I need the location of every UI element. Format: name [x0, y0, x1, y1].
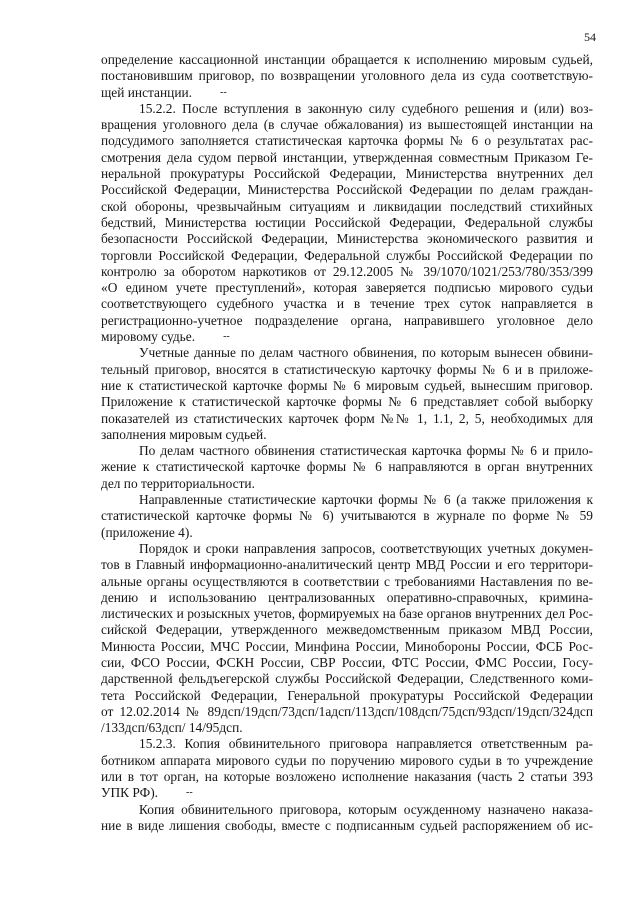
- text-line: [101, 199, 593, 215]
- text-line-content: бедствий, Министерства юстиции Российской Федерации, Федеральной службы: [101, 214, 593, 230]
- text-line-content: По делам частного обвинения статистическая карточка формы № 6 и прило-: [139, 443, 593, 459]
- text-line-content: «О едином учете преступлений», которая заверяется подписью мирового судьи: [101, 280, 593, 296]
- text-line-content: статистической карточке формы № 6) учитываются в журнале по форме № 59: [101, 508, 593, 524]
- text-line: [101, 52, 593, 68]
- text-line: [101, 574, 593, 590]
- text-line: [101, 378, 593, 394]
- text-line-content: щей инстанции.: [101, 84, 193, 100]
- text-line-content: подсудимого заполняется статистическая карточка формы № 6 о результатах рас-: [101, 133, 593, 149]
- text-line-content: дел по территориальности.: [101, 475, 255, 491]
- text-line: [101, 736, 593, 752]
- text-line: [101, 785, 593, 801]
- text-line-content: 15.2.2. После вступления в законную силу судебного решения и (или) воз-: [139, 100, 593, 116]
- text-line: [101, 459, 593, 475]
- text-line-content: постановившим приговор, по возвращении уголовного дела из суда соответствую-: [101, 68, 593, 84]
- text-line: [101, 557, 593, 573]
- text-line-content: Копия обвинительного приговора, которым осужденному назначено наказа-: [139, 801, 593, 817]
- text-line-content: или в тот орган, на которые возложено исполнение наказания (часть 2 статьи 393: [101, 769, 593, 785]
- text-line-content: (приложение 4).: [101, 524, 193, 540]
- text-line: [101, 622, 593, 638]
- text-line: [101, 818, 593, 834]
- text-line: [101, 101, 593, 117]
- text-line: [101, 133, 593, 149]
- text-line-content: смотрения дела судом первой инстанции, утвержденная совместным Приказом Ге-: [101, 149, 593, 165]
- text-line-content: ботником аппарата мирового судьи по поручению мирового судьи в то учреждение: [101, 752, 593, 768]
- text-line: [101, 704, 593, 720]
- text-line: [101, 508, 593, 524]
- text-line: [101, 525, 593, 541]
- text-line: [101, 68, 593, 84]
- page-number: 54: [584, 30, 596, 44]
- text-line-content: ской обороны, чрезвычайным ситуациям и ликвидации последствий стихийных: [101, 198, 593, 214]
- text-line: [101, 345, 593, 361]
- text-line: [101, 802, 593, 818]
- text-line-content: листических и розыскных учетов, формируемых на базе органов внутренних дел Рос-: [101, 606, 593, 622]
- text-line-content: заполнения мировым судьей.: [101, 426, 267, 442]
- text-line: [101, 427, 593, 443]
- text-line-content: ние в виде лишения свободы, вместе с подписанным судьей распоряжением об ис-: [101, 817, 593, 833]
- text-line-content: мировому судье.: [101, 329, 196, 345]
- text-line-content: тов в Главный информационно-аналитический центр МВД России и его территори-: [101, 557, 593, 573]
- text-line: [101, 639, 593, 655]
- text-line-content: Направленные статистические карточки формы № 6 (а также приложения к: [139, 492, 593, 508]
- text-line: [101, 541, 593, 557]
- text-line-content: УПК РФ).: [101, 785, 159, 801]
- text-line-content: жение к статистической карточке формы № 6 направляются в орган внутренних: [101, 459, 593, 475]
- text-line-content: соответствующего судебного участка и в течение трех суток направляется в: [101, 296, 593, 312]
- text-line: [101, 296, 593, 312]
- text-line: [101, 117, 593, 133]
- text-line-content: тета Российской Федерации, Генеральной прокуратуры Российской Федерации: [101, 687, 593, 703]
- text-line: [101, 248, 593, 264]
- text-line-content: дению и использованию централизованных оперативно-справочных, кримина-: [101, 589, 593, 605]
- text-line: [101, 671, 593, 687]
- text-line: [101, 590, 593, 606]
- text-line: [101, 688, 593, 704]
- text-line-content: неральной прокуратуры Российской Федерации, Министерства внутренних дел: [101, 166, 593, 182]
- text-line-content: Учетные данные по делам частного обвинения, по которым вынесен обвини-: [139, 345, 593, 361]
- text-line-content: /133дсп/63дсп/ 14/95дсп.: [101, 720, 243, 736]
- text-line-content: вращения уголовного дела (в случае обжалования) из вышестоящей инстанции на: [101, 117, 593, 133]
- text-line: [101, 313, 593, 329]
- text-line: [101, 476, 593, 492]
- text-line-content: сийской Федерации, утвержденного межведомственным приказом МВД России,: [101, 622, 593, 638]
- text-line: [101, 85, 593, 101]
- text-line-content: от 12.02.2014 № 89дсп/19дсп/73дсп/1адсп/113дсп/108дсп/75дсп/93дсп/19дсп/324дсп: [101, 703, 593, 719]
- text-line: [101, 150, 593, 166]
- margin-mark: --: [223, 331, 230, 343]
- text-line-content: Приложение к статистической карточке формы № 6 представляет собой выборку: [101, 394, 593, 410]
- text-line: [101, 394, 593, 410]
- text-line: [101, 329, 593, 345]
- text-line-content: показателей из статистических карточек форм №№ 1, 1.1, 2, 5, необходимых для: [101, 410, 593, 426]
- text-line: [101, 215, 593, 231]
- text-line: [101, 753, 593, 769]
- text-line: [101, 443, 593, 459]
- document-body: [101, 52, 593, 834]
- text-line-content: контролю за оборотом наркотиков от 29.12.2005 № 39/1070/1021/253/780/353/399: [101, 263, 593, 279]
- text-line: [101, 166, 593, 182]
- margin-mark: --: [220, 86, 227, 98]
- text-line-content: Порядок и сроки направления запросов, соответствующих учетных докумен-: [139, 540, 593, 556]
- text-line-content: определение кассационной инстанции обращается к исполнению мировым судьей,: [101, 52, 593, 67]
- text-line: [101, 264, 593, 280]
- text-line: [101, 231, 593, 247]
- text-line: [101, 182, 593, 198]
- text-line-content: сии, ФСО России, ФСКН России, СВР России, ФТС России, ФМС России, Госу-: [101, 654, 593, 670]
- text-line-content: дарственной фельдъегерской службы Российской Федерации, Следственного коми-: [101, 671, 593, 687]
- text-line-content: 15.2.3. Копия обвинительного приговора направляется ответственным ра-: [139, 736, 593, 752]
- text-line: [101, 411, 593, 427]
- margin-mark: --: [186, 787, 193, 799]
- text-line: [101, 492, 593, 508]
- text-line-content: торговли Российской Федерации, Федеральной службы Российской Федерации по: [101, 247, 593, 263]
- text-line-content: Российской Федерации, Министерства Российской Федерации по делам граждан-: [101, 182, 593, 198]
- text-line-content: регистрационно-учетное подразделение органа, направившего уголовное дело: [101, 312, 593, 328]
- text-line: [101, 606, 593, 622]
- text-line-content: ние к статистической карточке формы № 6 мировым судьей, вынесшим приговор.: [101, 377, 593, 393]
- text-line: [101, 280, 593, 296]
- text-line-content: тельный приговор, вносятся в статистическую карточку формы № 6 и в приложе-: [101, 361, 593, 377]
- text-line: [101, 655, 593, 671]
- text-line: [101, 769, 593, 785]
- text-line-content: безопасности Российской Федерации, Министерства экономического развития и: [101, 231, 593, 247]
- text-line: [101, 362, 593, 378]
- text-line-content: альные органы осуществляются в соответствии с требованиями Наставления по ве-: [101, 573, 593, 589]
- text-line: [101, 720, 593, 736]
- text-line-content: Минюста России, МЧС России, Минфина России, Минобороны России, ФСБ Рос-: [101, 638, 593, 654]
